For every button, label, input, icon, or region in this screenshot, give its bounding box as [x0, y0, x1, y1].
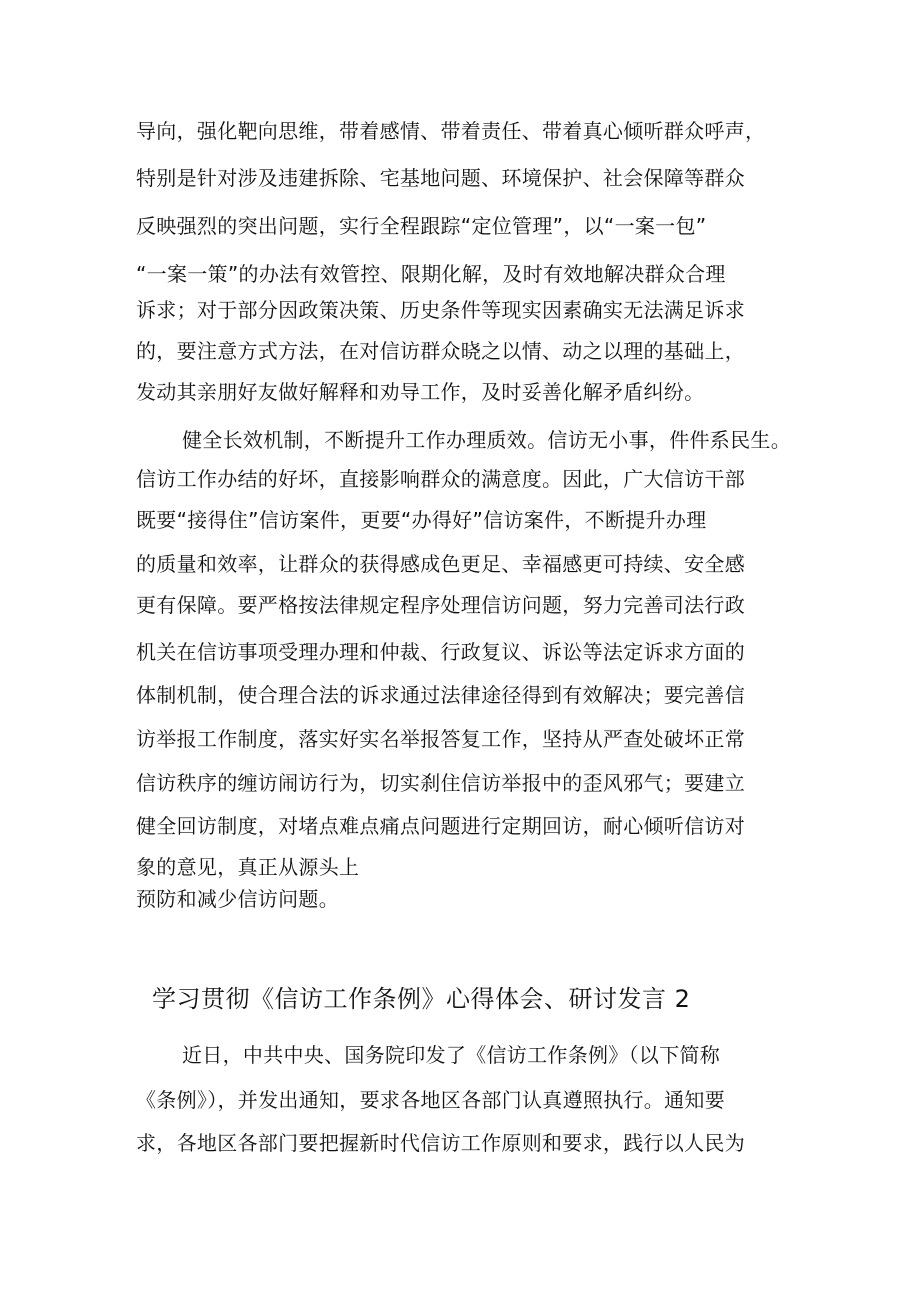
paragraph-line-indented: 健全长效机制，不断提升工作办理质效。信访无小事，件件系民生。 — [182, 428, 791, 452]
paragraph-line: 导向，强化靶向思维，带着感情、带着责任、带着真心倾听群众呼声， — [136, 119, 766, 143]
paragraph-line: 诉求；对于部分因政策决策、历史条件等现实因素确实无法满足诉求 — [136, 298, 745, 322]
paragraph-line: 更有保障。要严格按法律规定程序处理信访问题，努力完善司法行政 — [136, 593, 745, 617]
paragraph-line: 的，要注意方式方法，在对信访群众晓之以情、动之以理的基础上， — [136, 339, 745, 363]
paragraph-line: 特别是针对涉及违建拆除、宅基地问题、环境保护、社会保障等群众 — [136, 166, 745, 190]
paragraph-line: 预防和减少信访问题。 — [136, 887, 339, 911]
paragraph-line: 信访秩序的缠访闹访行为，切实刹住信访举报中的歪风邪气；要建立 — [136, 771, 745, 795]
paragraph-line: 机关在信访事项受理办理和仲裁、行政复议、诉讼等法定诉求方面的 — [136, 640, 745, 664]
paragraph-line: 《条例》），并发出通知，要求各地区各部门认真遵照执行。通知要 — [136, 1088, 725, 1112]
section-title: 学习贯彻《信访工作条例》心得体会、研讨发言 2 — [152, 985, 691, 1013]
paragraph-line: 信访工作办结的好坏，直接影响群众的满意度。因此，广大信访干部 — [136, 467, 745, 491]
paragraph-line: 既要“接得住”信访案件，更要“办得好”信访案件，不断提升办理 — [136, 508, 707, 532]
paragraph-line-indented: 近日，中共中央、国务院印发了《信访工作条例》（以下简称 — [182, 1043, 721, 1067]
paragraph-line: 求，各地区各部门要把握新时代信访工作原则和要求，践行以人民为 — [136, 1131, 745, 1155]
paragraph-line: 体制机制，使合理合法的诉求通过法律途径得到有效解决；要完善信 — [136, 683, 745, 707]
paragraph-line: 的质量和效率，让群众的获得感成色更足、幸福感更可持续、安全感 — [136, 552, 745, 576]
paragraph-line: 访举报工作制度，落实好实名举报答复工作，坚持从严查处破坏正常 — [136, 727, 745, 751]
paragraph-line: “一案一策”的办法有效管控、限期化解，及时有效地解决群众合理 — [136, 262, 726, 286]
paragraph-line: 健全回访制度，对堵点难点痛点问题进行定期回访，耐心倾听信访对 — [136, 814, 745, 838]
paragraph-line: 象的意见，真正从源头上 — [136, 855, 360, 879]
paragraph-line: 发动其亲朋好友做好解释和劝导工作，及时妥善化解矛盾纠纷。 — [136, 380, 705, 404]
paragraph-line: 反映强烈的突出问题，实行全程跟踪“定位管理”，以“一案一包” — [136, 214, 707, 238]
